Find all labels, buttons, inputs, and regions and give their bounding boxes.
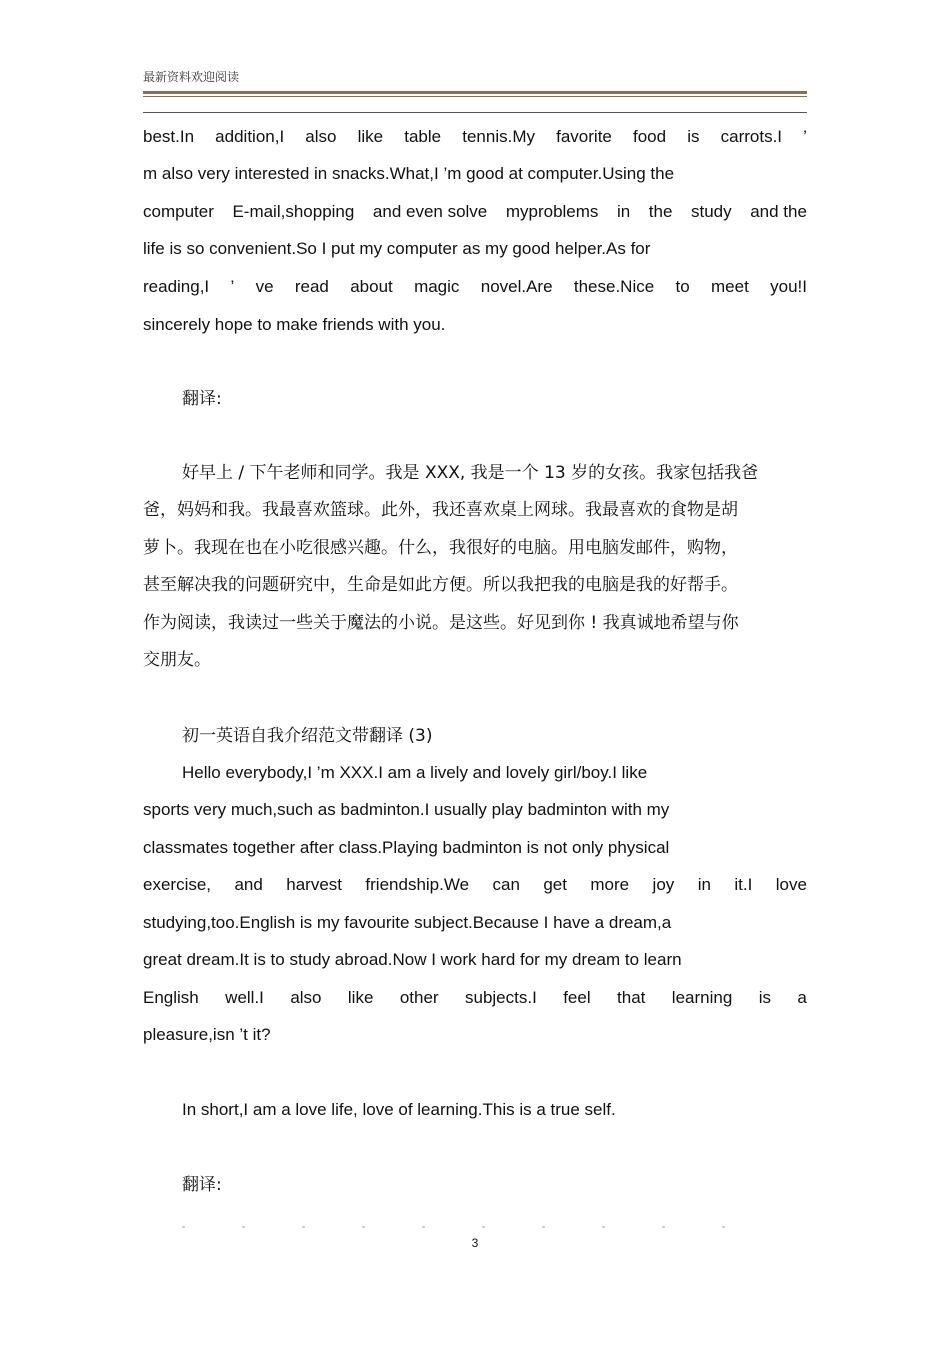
word: in	[617, 202, 631, 221]
word: E-mail,shopping	[232, 202, 355, 221]
paragraph-line: life is so convenient.So I put my computer as my good helper.As for	[143, 239, 651, 258]
running-header: 最新资料欢迎阅读	[143, 70, 240, 84]
word: other	[399, 988, 439, 1007]
word: can	[492, 875, 520, 894]
word: in	[697, 875, 711, 894]
word: to	[675, 277, 690, 296]
paragraph-line: studying,too.English is my favourite subject.Because I have a dream,a	[143, 913, 672, 932]
word: favorite	[556, 127, 612, 146]
translation-line: 交朋友。	[143, 650, 211, 670]
word: the	[648, 202, 673, 221]
translation-line: 爸，妈妈和我。我最喜欢篮球。此外，我还喜欢桌上网球。我最喜欢的食物是胡	[143, 500, 738, 520]
translation-label: 翻译:	[182, 1175, 222, 1195]
word: it.I	[734, 875, 753, 894]
word: food	[633, 127, 667, 146]
word: these.Nice	[573, 277, 655, 296]
word: get	[543, 875, 567, 894]
header-rule-thick	[143, 91, 807, 94]
word: like	[347, 988, 374, 1007]
word: table	[404, 127, 442, 146]
word: magic	[414, 277, 460, 296]
word: a	[797, 988, 807, 1007]
word: you!I	[770, 277, 807, 296]
paragraph-line: Hello everybody,I ’m XXX.I am a lively and lovely girl/boy.I like	[182, 763, 648, 782]
paragraph-line: pleasure,isn ’t it?	[143, 1025, 271, 1044]
word: English	[143, 988, 199, 1007]
paragraph-line	[143, 202, 807, 222]
paragraph-line	[143, 988, 807, 1008]
word: feel	[563, 988, 591, 1007]
word: that	[617, 988, 646, 1007]
page-number: 3	[471, 1236, 479, 1250]
translation-label: 翻译:	[182, 389, 222, 409]
word: love	[775, 875, 807, 894]
word: addition,I	[215, 127, 285, 146]
word: also	[305, 127, 337, 146]
word: also	[290, 988, 322, 1007]
paragraph-line	[143, 127, 807, 147]
word: is	[758, 988, 771, 1007]
word: well.I	[225, 988, 264, 1007]
word: ve	[255, 277, 274, 296]
word: computer	[143, 202, 214, 221]
word: best.In	[143, 127, 195, 146]
word: like	[357, 127, 384, 146]
paragraph-line: m also very interested in snacks.What,I ’m good at computer.Using the	[143, 164, 675, 183]
cut-off-text-row	[182, 1226, 782, 1228]
translation-line: 甚至解决我的问题研究中，生命是如此方便。所以我把我的电脑是我的好帮手。	[143, 575, 738, 595]
word: and	[234, 875, 263, 894]
header-rule-accent	[143, 96, 807, 97]
paragraph-line: sincerely hope to make friends with you.	[143, 315, 446, 334]
word: meet	[711, 277, 749, 296]
translation-line: 好早上 / 下午老师和同学。我是 XXX, 我是一个 13 岁的女孩。我家包括我爸	[182, 463, 759, 483]
header-rule-thin	[143, 112, 807, 113]
word: is	[687, 127, 700, 146]
section-heading: 初一英语自我介绍范文带翻译 (3)	[182, 726, 433, 746]
paragraph-line: great dream.It is to study abroad.Now I work hard for my dream to learn	[143, 950, 682, 969]
summary-line: In short,I am a love life, love of learning.This is a true self.	[182, 1100, 616, 1119]
word: and even solve	[372, 202, 488, 221]
word: ’	[230, 277, 235, 296]
word: harvest	[286, 875, 342, 894]
word: carrots.I	[720, 127, 783, 146]
word: reading,I	[143, 277, 210, 296]
word: joy	[652, 875, 675, 894]
paragraph-line: sports very much,such as badminton.I usually play badminton with my	[143, 800, 670, 819]
word: study	[691, 202, 732, 221]
paragraph-line: classmates together after class.Playing badminton is not only physical	[143, 838, 670, 857]
word: exercise,	[143, 875, 212, 894]
word: tennis.My	[462, 127, 535, 146]
word: novel.Are	[480, 277, 553, 296]
translation-line: 作为阅读，我读过一些关于魔法的小说。是这些。好见到你 ! 我真诚地希望与你	[143, 613, 739, 633]
paragraph-line	[143, 277, 807, 297]
word: and the	[750, 202, 807, 221]
translation-line: 萝卜。我现在也在小吃很感兴趣。什么，我很好的电脑。用电脑发邮件，购物，	[143, 538, 738, 558]
word: read	[294, 277, 329, 296]
word: ’	[803, 127, 807, 146]
word: learning	[671, 988, 733, 1007]
word: friendship.We	[365, 875, 470, 894]
word: about	[350, 277, 393, 296]
paragraph-line	[143, 875, 807, 895]
word: more	[590, 875, 630, 894]
word: myproblems	[505, 202, 599, 221]
word: subjects.I	[464, 988, 537, 1007]
